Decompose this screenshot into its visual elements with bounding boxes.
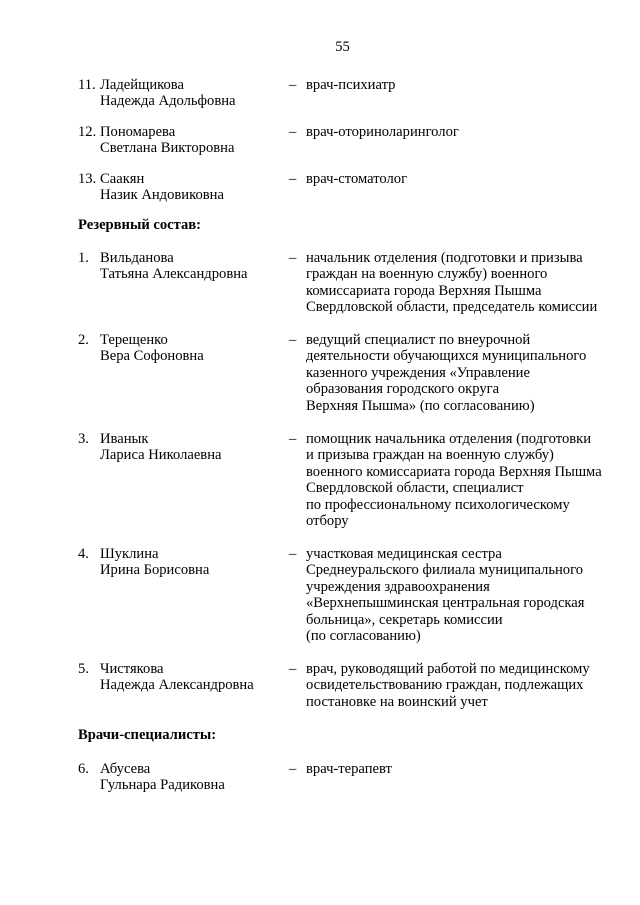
dash: – [289, 332, 297, 348]
position-line: «Верхнепышминская центральная городская [306, 595, 585, 612]
position-line: учреждения здравоохранения [306, 578, 490, 595]
surname: Пономарева [100, 124, 176, 140]
position-line: казенного учреждения «Управление [306, 364, 530, 381]
position [306, 124, 626, 140]
section-heading-specialists: Врачи-специалисты: [78, 727, 217, 743]
given-names: Гульнара Радиковна [100, 777, 225, 794]
person-name [100, 546, 285, 579]
item-number: 13. [78, 171, 97, 187]
position-line: по профессиональному психологическому [306, 496, 570, 513]
position-line: освидетельствованию граждан, подлежащих [306, 677, 584, 694]
surname: Абусева [100, 761, 151, 777]
position-line: помощник начальника отделения (подготовки [306, 431, 592, 447]
given-names: Надежда Адольфовна [100, 93, 236, 110]
section-heading-reserve: Резервный состав: [78, 217, 202, 233]
position-line: деятельности обучающихся муниципального [306, 348, 587, 365]
position-line: больница», секретарь комиссии [306, 611, 503, 628]
item-number: 5. [78, 661, 89, 677]
position-line: врач-стоматолог [306, 171, 408, 187]
given-names: Лариса Николаевна [100, 447, 222, 464]
position [306, 546, 626, 644]
item-number: 3. [78, 431, 89, 447]
position-line: Свердловской области, председатель комиссии [306, 299, 598, 316]
position-line: участковая медицинская сестра [306, 546, 502, 562]
item-number: 2. [78, 332, 89, 348]
position-line: образования городского округа [306, 381, 500, 398]
position-line: начальник отделения (подготовки и призыва [306, 250, 583, 266]
person-name [100, 661, 285, 694]
position-line: Среднеуральского филиала муниципального [306, 562, 584, 579]
person-name [100, 332, 285, 365]
position-line: отбору [306, 513, 349, 530]
dash: – [289, 124, 297, 140]
dash: – [289, 661, 297, 677]
person-name [100, 431, 285, 464]
person-name [100, 250, 285, 283]
item-number: 12. [78, 124, 97, 140]
dash: – [289, 431, 297, 447]
given-names: Назик Андовиковна [100, 187, 224, 204]
position-line: граждан на военную службу) военного [306, 266, 548, 283]
surname: Шуклина [100, 546, 159, 562]
dash: – [289, 77, 297, 93]
position [306, 332, 626, 414]
position-line: Свердловской области, специалист [306, 480, 524, 497]
position [306, 77, 626, 93]
item-number: 11. [78, 77, 96, 93]
person-name [100, 761, 285, 794]
position [306, 171, 626, 187]
position-line: ведущий специалист по внеурочной [306, 332, 531, 348]
position [306, 761, 626, 777]
position [306, 250, 626, 316]
surname: Чистякова [100, 661, 164, 677]
item-number: 1. [78, 250, 89, 266]
page-number: 55 [335, 39, 350, 55]
given-names: Светлана Викторовна [100, 140, 235, 157]
position-line: военного комиссариата города Верхняя Пышма [306, 463, 602, 480]
surname: Ладейщикова [100, 77, 184, 93]
surname: Иванык [100, 431, 149, 447]
position [306, 431, 626, 529]
position [306, 661, 626, 710]
given-names: Ирина Борисовна [100, 562, 210, 579]
dash: – [289, 546, 297, 562]
given-names: Татьяна Александровна [100, 266, 248, 283]
dash: – [289, 171, 297, 187]
position-line: постановке на воинский учет [306, 693, 488, 710]
position-line: врач-оториноларинголог [306, 124, 459, 140]
position-line: (по согласованию) [306, 628, 421, 645]
person-name [100, 124, 285, 157]
dash: – [289, 250, 297, 266]
position-line: врач, руководящий работой по медицинскому [306, 661, 590, 677]
surname: Терещенко [100, 332, 168, 348]
position-line: и призыва граждан на военную службу) [306, 447, 554, 464]
surname: Вильданова [100, 250, 174, 266]
given-names: Вера Софоновна [100, 348, 204, 365]
position-line: Верхняя Пышма» (по согласованию) [306, 397, 535, 414]
item-number: 4. [78, 546, 89, 562]
position-line: врач-терапевт [306, 761, 392, 777]
item-number: 6. [78, 761, 89, 777]
given-names: Надежда Александровна [100, 677, 254, 694]
person-name [100, 171, 285, 204]
position-line: комиссариата города Верхняя Пышма [306, 282, 542, 299]
person-name [100, 77, 285, 110]
dash: – [289, 761, 297, 777]
surname: Саакян [100, 171, 145, 187]
position-line: врач-психиатр [306, 77, 396, 93]
